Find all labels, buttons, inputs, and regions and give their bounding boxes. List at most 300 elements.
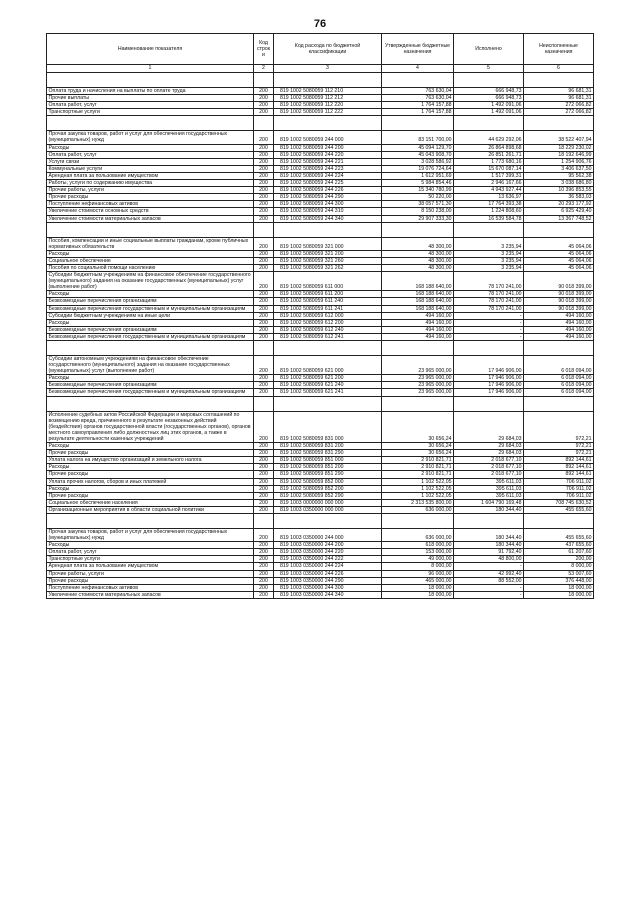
- row-name: Расходы: [47, 319, 254, 326]
- row-executed-value: 29 684,03: [454, 443, 524, 450]
- row-executed-value: -: [454, 312, 524, 319]
- row-unexecuted-value: 90 018 399,00: [524, 272, 594, 291]
- row-executed-value: 2 946 167,66: [454, 180, 524, 187]
- row-line-code: 200: [254, 411, 274, 442]
- row-unexecuted-value: 494 160,00: [524, 326, 594, 333]
- table-row: [47, 464, 594, 471]
- row-name: Безвозмездные перечисления организациям: [47, 326, 254, 333]
- row-budget-code: 819 1002 5080059 621 240: [274, 382, 382, 389]
- row-unexecuted-value: 706 911,02: [524, 485, 594, 492]
- row-line-code: 200: [254, 298, 274, 305]
- row-line-code: 200: [254, 237, 274, 250]
- spacer-cell: [454, 513, 524, 528]
- row-budget-code: 819 1003 0350000 244 200: [274, 542, 382, 549]
- table-row: [47, 151, 594, 158]
- row-executed-value: 15 670 087,14: [454, 165, 524, 172]
- row-line-code: 200: [254, 194, 274, 201]
- table-row: [47, 312, 594, 319]
- row-budget-code: 819 1002 5080059 321 000: [274, 237, 382, 250]
- row-name: Расходы: [47, 144, 254, 151]
- row-approved-value: 168 188 640,00: [382, 305, 454, 312]
- row-line-code: 200: [254, 556, 274, 563]
- table-row: [47, 584, 594, 591]
- row-name: Прочая закупка товаров, работ и услуг для обеспечения государственных (муниципальных) нужд: [47, 528, 254, 541]
- row-name: Транспортные услуги: [47, 109, 254, 116]
- table-row: [47, 250, 594, 257]
- row-executed-value: 88 552,00: [454, 577, 524, 584]
- table-row: [47, 158, 594, 165]
- row-name: Арендная плата за пользование имуществом: [47, 563, 254, 570]
- spacer-row: [47, 396, 594, 411]
- table-row: [47, 131, 594, 144]
- table-row: [47, 187, 594, 194]
- table-row: [47, 356, 594, 375]
- row-line-code: 200: [254, 485, 274, 492]
- row-unexecuted-value: 892 144,61: [524, 457, 594, 464]
- row-unexecuted-value: 494 160,00: [524, 312, 594, 319]
- table-row: [47, 375, 594, 382]
- row-budget-code: 819 1002 5080059 852 000: [274, 478, 382, 485]
- row-line-code: 200: [254, 257, 274, 264]
- row-executed-value: 78 170 241,00: [454, 291, 524, 298]
- row-unexecuted-value: 45 064,06: [524, 264, 594, 271]
- row-name: Безвозмездные перечисления организациям: [47, 382, 254, 389]
- page-number: 76: [313, 18, 327, 30]
- spacer-row: [47, 222, 594, 237]
- row-budget-code: 819 1002 5080059 321 260: [274, 257, 382, 264]
- row-approved-value: 18 000,00: [382, 584, 454, 591]
- row-budget-code: 819 1003 0350000 244 224: [274, 563, 382, 570]
- row-budget-code: 819 1002 5080059 244 221: [274, 158, 382, 165]
- row-executed-value: 3 235,94: [454, 250, 524, 257]
- row-executed-value: -: [454, 319, 524, 326]
- row-budget-code: 819 1002 5080059 244 225: [274, 180, 382, 187]
- row-approved-value: 23 965 000,00: [382, 375, 454, 382]
- row-approved-value: 494 160,00: [382, 333, 454, 340]
- table-row: [47, 208, 594, 215]
- spacer-cell: [47, 222, 254, 237]
- row-name: Прочие расходы: [47, 492, 254, 499]
- spacer-cell: [524, 396, 594, 411]
- row-name: Поступление нефинансовых активов: [47, 201, 254, 208]
- table-row: [47, 144, 594, 151]
- spacer-cell: [254, 116, 274, 131]
- row-approved-value: 23 965 000,00: [382, 389, 454, 396]
- row-executed-value: 78 170 241,00: [454, 298, 524, 305]
- row-executed-value: 3 235,94: [454, 257, 524, 264]
- row-executed-value: 180 344,40: [454, 528, 524, 541]
- row-unexecuted-value: 20 293 177,92: [524, 201, 594, 208]
- row-name: Прочая закупка товаров, работ и услуг для обеспечения государственных (муниципальных) нужд: [47, 131, 254, 144]
- row-line-code: 200: [254, 187, 274, 194]
- row-unexecuted-value: 36 583,03: [524, 194, 594, 201]
- row-name: Безвозмездные перечисления организациям: [47, 298, 254, 305]
- row-budget-code: 819 1002 5080059 612 240: [274, 326, 382, 333]
- table-row: [47, 298, 594, 305]
- row-line-code: 200: [254, 305, 274, 312]
- row-budget-code: 819 1002 5080059 612 241: [274, 333, 382, 340]
- row-unexecuted-value: 18 229 230,02: [524, 144, 594, 151]
- row-unexecuted-value: 45 064,06: [524, 250, 594, 257]
- row-executed-value: 13 636,97: [454, 194, 524, 201]
- row-approved-value: 168 188 640,00: [382, 272, 454, 291]
- row-unexecuted-value: 13 367 748,52: [524, 215, 594, 222]
- spacer-cell: [524, 513, 594, 528]
- row-line-code: 200: [254, 591, 274, 598]
- row-budget-code: 819 1003 0350000 244 220: [274, 549, 382, 556]
- row-unexecuted-value: 376 448,00: [524, 577, 594, 584]
- row-budget-code: 819 1002 5080059 244 200: [274, 144, 382, 151]
- row-budget-code: 819 1002 5080059 851 290: [274, 471, 382, 478]
- spacer-cell: [274, 73, 382, 88]
- table-row: [47, 172, 594, 179]
- row-budget-code: 819 1002 5080059 244 224: [274, 172, 382, 179]
- table-row: [47, 499, 594, 506]
- table-row: [47, 257, 594, 264]
- row-name: Пособия по социальной помощи населению: [47, 264, 254, 271]
- row-executed-value: 44 629 292,06: [454, 131, 524, 144]
- spacer-cell: [382, 513, 454, 528]
- row-unexecuted-value: 494 160,00: [524, 319, 594, 326]
- table-body: [47, 73, 594, 599]
- row-approved-value: 763 630,04: [382, 88, 454, 95]
- row-approved-value: 30 656,24: [382, 450, 454, 457]
- spacer-cell: [454, 116, 524, 131]
- table-row: [47, 194, 594, 201]
- table-row: [47, 333, 594, 340]
- spacer-cell: [454, 341, 524, 356]
- row-executed-value: 666 948,73: [454, 95, 524, 102]
- row-name: Субсидии бюджетным учреждениям на иные цели: [47, 312, 254, 319]
- row-line-code: 200: [254, 375, 274, 382]
- spacer-row: [47, 116, 594, 131]
- row-budget-code: 819 1002 5080059 612 200: [274, 319, 382, 326]
- row-name: Расходы: [47, 485, 254, 492]
- row-approved-value: 494 160,00: [382, 326, 454, 333]
- row-line-code: 200: [254, 201, 274, 208]
- row-name: Оплата работ, услуг: [47, 549, 254, 556]
- row-approved-value: 83 151 700,00: [382, 131, 454, 144]
- row-name: Расходы: [47, 291, 254, 298]
- row-line-code: 200: [254, 478, 274, 485]
- spacer-row: [47, 73, 594, 88]
- table-row: [47, 382, 594, 389]
- row-line-code: 200: [254, 319, 274, 326]
- row-line-code: 200: [254, 549, 274, 556]
- row-name: Расходы: [47, 542, 254, 549]
- table-row: [47, 556, 594, 563]
- row-budget-code: 819 1002 5080059 851 000: [274, 457, 382, 464]
- row-line-code: 200: [254, 264, 274, 271]
- row-line-code: 200: [254, 528, 274, 541]
- row-approved-value: 5 984 854,46: [382, 180, 454, 187]
- row-approved-value: 48 300,00: [382, 237, 454, 250]
- row-budget-code: 819 1002 5080059 612 000: [274, 312, 382, 319]
- row-name: Безвозмездные перечисления государственным и муниципальным организациям: [47, 333, 254, 340]
- spacer-row: [47, 513, 594, 528]
- row-approved-value: 8 000,00: [382, 563, 454, 570]
- table-row: [47, 326, 594, 333]
- header-line-code: Код строк и: [254, 34, 274, 65]
- row-name: Увеличение стоимости материальных запасов: [47, 591, 254, 598]
- row-line-code: 200: [254, 389, 274, 396]
- row-line-code: 200: [254, 272, 274, 291]
- table-row: [47, 506, 594, 513]
- table-row: [47, 102, 594, 109]
- row-approved-value: 1 612 951,69: [382, 172, 454, 179]
- row-line-code: 200: [254, 291, 274, 298]
- spacer-cell: [454, 222, 524, 237]
- column-number: 2: [254, 65, 274, 73]
- row-line-code: 200: [254, 471, 274, 478]
- row-unexecuted-value: 892 144,61: [524, 471, 594, 478]
- row-approved-value: 30 656,24: [382, 443, 454, 450]
- row-unexecuted-value: 494 160,00: [524, 333, 594, 340]
- column-number: 4: [382, 65, 454, 73]
- row-executed-value: 4 943 927,44: [454, 187, 524, 194]
- row-unexecuted-value: 972,21: [524, 443, 594, 450]
- header-indicator-name: Наименование показателя: [47, 34, 254, 65]
- row-budget-code: 819 1003 0350000 244 300: [274, 584, 382, 591]
- row-budget-code: 819 1002 5080059 611 000: [274, 272, 382, 291]
- row-executed-value: 26 851 261,71: [454, 151, 524, 158]
- row-approved-value: 49 000,00: [382, 556, 454, 563]
- row-budget-code: 819 1002 5080059 244 220: [274, 151, 382, 158]
- spacer-cell: [254, 341, 274, 356]
- row-unexecuted-value: 45 064,06: [524, 257, 594, 264]
- table-row: [47, 291, 594, 298]
- row-approved-value: 168 188 640,00: [382, 298, 454, 305]
- row-unexecuted-value: 90 018 399,00: [524, 298, 594, 305]
- row-executed-value: 17 946 906,00: [454, 382, 524, 389]
- row-name: Коммунальные услуги: [47, 165, 254, 172]
- header-unexecuted: Неисполненные назначения: [524, 34, 594, 65]
- row-executed-value: -: [454, 326, 524, 333]
- row-line-code: 200: [254, 577, 274, 584]
- row-line-code: 200: [254, 563, 274, 570]
- table-row: [47, 319, 594, 326]
- header-budget-code: Код расхода по бюджетной классификации: [274, 34, 382, 65]
- row-approved-value: 636 000,00: [382, 528, 454, 541]
- spacer-cell: [524, 222, 594, 237]
- row-name: Расходы: [47, 464, 254, 471]
- row-line-code: 200: [254, 215, 274, 222]
- row-line-code: 200: [254, 457, 274, 464]
- row-approved-value: 153 000,00: [382, 549, 454, 556]
- row-unexecuted-value: 437 655,60: [524, 542, 594, 549]
- row-approved-value: 1 102 522,05: [382, 485, 454, 492]
- row-approved-value: 45 094 129,70: [382, 144, 454, 151]
- row-line-code: 200: [254, 180, 274, 187]
- row-approved-value: 618 000,00: [382, 542, 454, 549]
- table-row: [47, 492, 594, 499]
- row-approved-value: 1 764 157,88: [382, 109, 454, 116]
- row-executed-value: 2 018 677,10: [454, 464, 524, 471]
- row-line-code: 200: [254, 151, 274, 158]
- row-executed-value: 2 018 677,10: [454, 457, 524, 464]
- table-row: [47, 201, 594, 208]
- row-unexecuted-value: 455 655,60: [524, 528, 594, 541]
- table-row: [47, 215, 594, 222]
- row-name: Расходы: [47, 250, 254, 257]
- row-budget-code: 819 1003 0350000 244 340: [274, 591, 382, 598]
- row-budget-code: 819 1002 5080059 244 223: [274, 165, 382, 172]
- table-row: [47, 478, 594, 485]
- row-approved-value: 15 340 780,99: [382, 187, 454, 194]
- row-approved-value: 18 000,00: [382, 591, 454, 598]
- row-approved-value: 2 910 821,71: [382, 457, 454, 464]
- row-unexecuted-value: 53 007,60: [524, 570, 594, 577]
- spacer-cell: [47, 396, 254, 411]
- row-executed-value: 42 992,40: [454, 570, 524, 577]
- row-name: Увеличение стоимости материальных запасов: [47, 215, 254, 222]
- row-name: Оплата труда и начисления на выплаты по оплате труда: [47, 88, 254, 95]
- row-unexecuted-value: 45 064,06: [524, 237, 594, 250]
- row-name: Прочие выплаты: [47, 95, 254, 102]
- spacer-cell: [524, 341, 594, 356]
- row-budget-code: 819 1002 5080059 852 290: [274, 492, 382, 499]
- row-name: Расходы: [47, 443, 254, 450]
- table-row: [47, 471, 594, 478]
- row-line-code: 200: [254, 464, 274, 471]
- table-row: [47, 237, 594, 250]
- row-name: Социальное обеспечение населения: [47, 499, 254, 506]
- row-budget-code: 819 1002 5080059 621 241: [274, 389, 382, 396]
- row-unexecuted-value: 200,00: [524, 556, 594, 563]
- row-unexecuted-value: 38 522 407,94: [524, 131, 594, 144]
- table-row: [47, 570, 594, 577]
- spacer-cell: [274, 513, 382, 528]
- table-row: [47, 389, 594, 396]
- spacer-cell: [524, 73, 594, 88]
- row-line-code: 200: [254, 506, 274, 513]
- table-row: [47, 95, 594, 102]
- row-executed-value: 180 344,40: [454, 542, 524, 549]
- row-line-code: 200: [254, 382, 274, 389]
- row-executed-value: -: [454, 563, 524, 570]
- row-unexecuted-value: 18 000,00: [524, 591, 594, 598]
- row-budget-code: 819 1002 5080059 244 340: [274, 215, 382, 222]
- row-approved-value: 50 220,00: [382, 194, 454, 201]
- row-executed-value: 395 611,03: [454, 478, 524, 485]
- row-name: Социальное обеспечение: [47, 257, 254, 264]
- row-name: Прочие расходы: [47, 450, 254, 457]
- row-approved-value: 2 910 821,71: [382, 471, 454, 478]
- row-executed-value: 1 492 091,06: [454, 102, 524, 109]
- row-line-code: 200: [254, 499, 274, 506]
- table-row: [47, 563, 594, 570]
- row-approved-value: 1 764 157,88: [382, 102, 454, 109]
- row-line-code: 200: [254, 326, 274, 333]
- row-unexecuted-value: 6 018 094,00: [524, 375, 594, 382]
- row-name: Услуги связи: [47, 158, 254, 165]
- table-row: [47, 443, 594, 450]
- row-approved-value: 168 188 640,00: [382, 291, 454, 298]
- row-approved-value: 465 000,00: [382, 577, 454, 584]
- spacer-cell: [47, 73, 254, 88]
- row-name: Прочие работы, услуги: [47, 187, 254, 194]
- spacer-cell: [274, 341, 382, 356]
- row-name: Субсидии автономным учреждениям на финансовое обеспечение государственного (муниципального) задания на оказание государственных (муниципальных) услуг (выполнение работ): [47, 356, 254, 375]
- row-executed-value: 26 864 898,68: [454, 144, 524, 151]
- row-budget-code: 819 1002 5080059 244 226: [274, 187, 382, 194]
- row-name: Уплата налога на имущество организаций и земельного налога: [47, 457, 254, 464]
- row-approved-value: 763 630,04: [382, 95, 454, 102]
- spacer-cell: [254, 222, 274, 237]
- row-approved-value: 636 000,00: [382, 506, 454, 513]
- spacer-cell: [274, 396, 382, 411]
- row-unexecuted-value: 6 925 429,40: [524, 208, 594, 215]
- row-line-code: 200: [254, 109, 274, 116]
- row-executed-value: 395 611,03: [454, 492, 524, 499]
- spacer-cell: [382, 73, 454, 88]
- row-approved-value: 1 102 522,05: [382, 478, 454, 485]
- spacer-cell: [524, 116, 594, 131]
- row-budget-code: 819 1002 5080059 831 200: [274, 443, 382, 450]
- row-executed-value: 48 800,00: [454, 556, 524, 563]
- column-number: 6: [524, 65, 594, 73]
- row-name: Работы, услуги по содержанию имущества: [47, 180, 254, 187]
- row-unexecuted-value: 3 038 686,80: [524, 180, 594, 187]
- table-row: [47, 577, 594, 584]
- spacer-cell: [274, 222, 382, 237]
- header-approved: Утвержденные бюджетные назначения: [382, 34, 454, 65]
- table-row: [47, 180, 594, 187]
- row-executed-value: 17 946 906,00: [454, 389, 524, 396]
- spacer-cell: [274, 116, 382, 131]
- row-budget-code: 819 1002 5080059 244 000: [274, 131, 382, 144]
- row-approved-value: 96 000,00: [382, 570, 454, 577]
- row-budget-code: 819 1002 5080059 112 212: [274, 95, 382, 102]
- row-unexecuted-value: 6 018 094,00: [524, 382, 594, 389]
- row-unexecuted-value: 90 018 399,00: [524, 291, 594, 298]
- row-approved-value: 48 300,00: [382, 264, 454, 271]
- spacer-cell: [382, 396, 454, 411]
- row-name: Безвозмездные перечисления государственным и муниципальным организациям: [47, 305, 254, 312]
- row-unexecuted-value: 272 066,82: [524, 102, 594, 109]
- spacer-cell: [254, 396, 274, 411]
- row-name: Субсидии бюджетным учреждениям на финансовое обеспечение государственного (муниципального) задания на оказание государственных (муниципальных) услуг (выполнение работ): [47, 272, 254, 291]
- row-line-code: 200: [254, 172, 274, 179]
- spacer-cell: [382, 116, 454, 131]
- table-row: [47, 457, 594, 464]
- table-row: [47, 549, 594, 556]
- row-line-code: 200: [254, 584, 274, 591]
- row-unexecuted-value: 95 562,38: [524, 172, 594, 179]
- table-row: [47, 591, 594, 598]
- row-budget-code: 819 1003 0000000 000 000: [274, 499, 382, 506]
- row-budget-code: 819 1002 5080059 611 200: [274, 291, 382, 298]
- column-number: 5: [454, 65, 524, 73]
- row-name: Организационные мероприятия в области социальной политики: [47, 506, 254, 513]
- row-line-code: 200: [254, 144, 274, 151]
- row-line-code: 200: [254, 450, 274, 457]
- row-executed-value: 666 948,73: [454, 88, 524, 95]
- row-unexecuted-value: 96 681,31: [524, 95, 594, 102]
- row-budget-code: 819 1002 5080059 611 240: [274, 298, 382, 305]
- row-executed-value: 78 170 241,00: [454, 305, 524, 312]
- row-line-code: 200: [254, 158, 274, 165]
- row-budget-code: 819 1002 5080059 851 200: [274, 464, 382, 471]
- row-name: Транспортные услуги: [47, 556, 254, 563]
- row-budget-code: 819 1002 5080059 112 222: [274, 109, 382, 116]
- row-approved-value: 1 102 522,05: [382, 492, 454, 499]
- row-unexecuted-value: 706 911,02: [524, 492, 594, 499]
- row-name: Прочие расходы: [47, 194, 254, 201]
- table-row: [47, 450, 594, 457]
- row-budget-code: 819 1002 5080059 831 000: [274, 411, 382, 442]
- row-executed-value: 17 946 906,00: [454, 356, 524, 375]
